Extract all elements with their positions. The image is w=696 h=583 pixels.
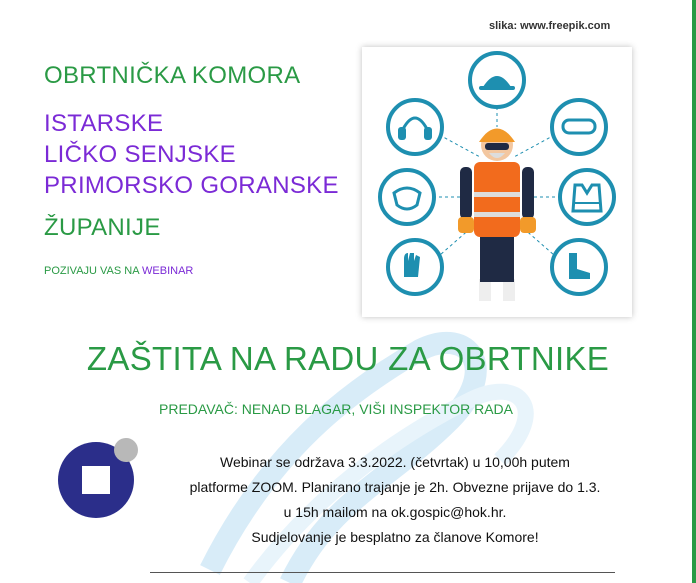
details-line: platforme ZOOM. Planirano trajanje je 2h. Obvezne prijave do 1.3. xyxy=(189,479,601,495)
webinar-details xyxy=(150,450,640,550)
county-name: PRIMORSKO GORANSKE xyxy=(44,172,339,199)
county-name: LIČKO SENJSKE xyxy=(44,141,236,168)
county-name: ISTARSKE xyxy=(44,110,164,137)
lecturer-line: PREDAVAČ: NENAD BLAGAR, VIŠI INSPEKTOR RADA xyxy=(159,401,513,417)
boots-icon xyxy=(552,240,606,294)
right-accent-bar xyxy=(692,0,696,583)
details-line: Webinar se održava 3.3.2022. (četvrtak) u 10,00h putem xyxy=(220,454,570,470)
details-line: u 15h mailom na ok.gospic@hok.hr. xyxy=(283,504,507,520)
counties-suffix: ŽUPANIJE xyxy=(44,214,161,241)
invitation-webinar: WEBINAR xyxy=(142,265,194,277)
county-names xyxy=(44,108,339,201)
chamber-title: OBRTNIČKA KOMORA xyxy=(44,62,301,89)
goggles-icon xyxy=(552,100,606,154)
image-credit: slika: www.freepik.com xyxy=(489,20,611,32)
helmet-icon xyxy=(470,53,524,107)
mask-icon xyxy=(380,170,434,224)
safety-vest-icon xyxy=(560,170,614,224)
event-headline: ZAŠTITA NA RADU ZA OBRTNIKE xyxy=(86,340,610,377)
ear-protection-icon xyxy=(388,100,442,154)
gloves-icon xyxy=(388,240,442,294)
chamber-logo xyxy=(56,432,146,522)
invitation-prefix: POZIVAJU VAS NA xyxy=(44,265,143,277)
safety-equipment-illustration xyxy=(362,47,632,317)
worker-figure xyxy=(458,129,536,302)
details-line: Sudjelovanje je besplatno za članove Komore! xyxy=(251,529,539,545)
invitation-text xyxy=(44,265,193,277)
bottom-divider xyxy=(150,572,615,573)
